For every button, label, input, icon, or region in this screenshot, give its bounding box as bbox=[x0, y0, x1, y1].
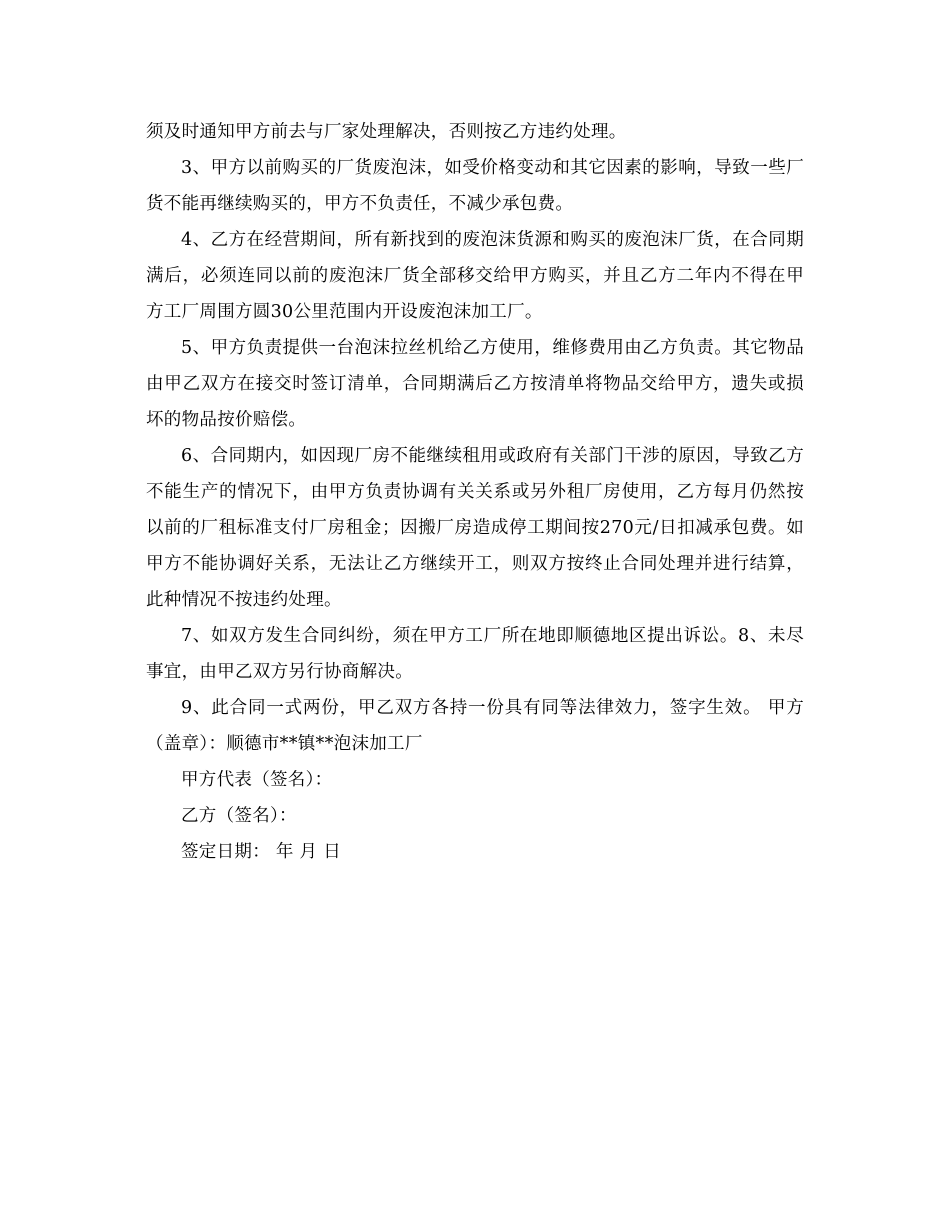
signing-date: 签定日期： 年 月 日 bbox=[181, 842, 341, 862]
contract-body bbox=[146, 114, 804, 870]
clause-3: 3、甲方以前购买的厂货废泡沫，如受价格变动和其它因素的影响，导致一些厂货不能再继续购买的，甲方不负责任，不减少承包费。 bbox=[146, 158, 804, 214]
party-b-signature: 乙方（签名）： bbox=[181, 806, 297, 826]
party-a-representative-signature: 甲方代表（签名）： bbox=[181, 770, 333, 790]
clause-7-8: 7、如双方发生合同纠纷，须在甲方工厂所在地即顺德地区提出诉讼。8、未尽事宜，由甲乙双方另行协商解决。 bbox=[146, 626, 804, 682]
paragraph-continuation: 须及时通知甲方前去与厂家处理解决，否则按乙方违约处理。 bbox=[146, 122, 627, 142]
clause-6: 6、合同期内，如因现厂房不能继续租用或政府有关部门干涉的原因，导致乙方不能生产的情况下，由甲方负责协调有关关系或另外租厂房使用，乙方每月仍然按以前的厂租标准支付厂房租金；因搬厂房造成停工期间按270元/日扣减承包费。如甲方不能协调好关系，无法让乙方继续开工，则双方按终止合同处理并进行结算，此种情况不按违约处理。 bbox=[146, 446, 804, 610]
clause-9: 9、此合同一式两份，甲乙双方各持一份具有同等法律效力，签字生效。 甲方（盖章）：顺德市**镇**泡沫加工厂 bbox=[146, 698, 804, 754]
clause-4: 4、乙方在经营期间，所有新找到的废泡沫货源和购买的废泡沫厂货，在合同期满后，必须连同以前的废泡沫厂货全部移交给甲方购买，并且乙方二年内不得在甲方工厂周围方圆30公里范围内开设废泡沫加工厂。 bbox=[146, 230, 804, 322]
clause-5: 5、甲方负责提供一台泡沫拉丝机给乙方使用，维修费用由乙方负责。其它物品由甲乙双方在接交时签订清单，合同期满后乙方按清单将物品交给甲方，遗失或损坏的物品按价赔偿。 bbox=[146, 338, 804, 430]
